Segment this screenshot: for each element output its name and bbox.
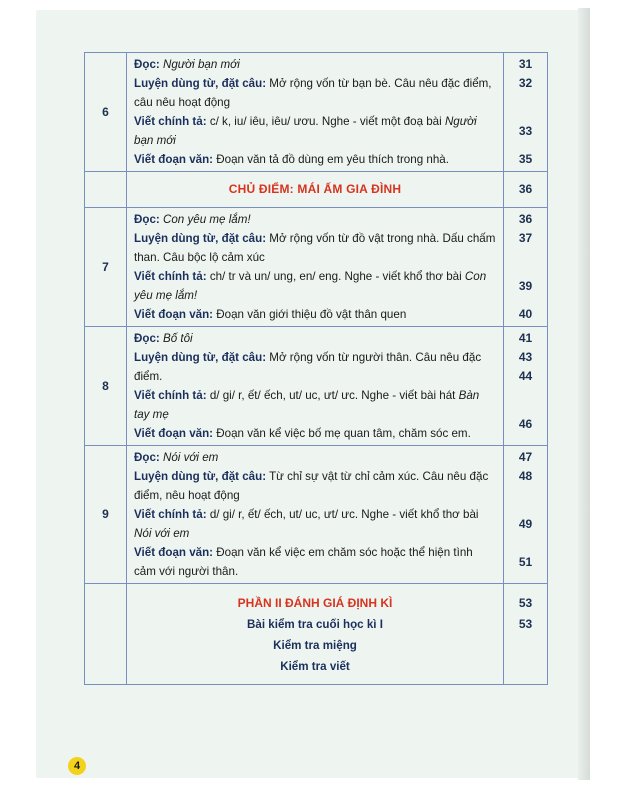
lesson-line: Viết đoạn văn: Đoạn văn kể việc bố mẹ quan tâm, chăm sóc em. <box>134 427 471 440</box>
table-row <box>85 584 548 685</box>
table-row <box>85 53 548 172</box>
lesson-line: Đọc: Người bạn mới <box>134 58 240 71</box>
lesson-list <box>127 327 504 446</box>
page-edge <box>578 8 590 780</box>
assessment-item: Kiểm tra viết <box>280 660 350 673</box>
week-number: 6 <box>85 53 127 172</box>
table-row <box>85 172 548 208</box>
page-ref: 35 <box>518 152 533 166</box>
lesson-line: Đọc: Bố tôi <box>134 332 193 345</box>
theme-heading: CHỦ ĐIỂM: MÁI ẤM GIA ĐÌNH <box>127 172 504 208</box>
page-ref: 53 <box>518 596 533 610</box>
table-row <box>85 327 548 446</box>
page-ref: 46 <box>518 417 533 431</box>
lesson-line: Viết chính tả: c/ k, iu/ iêu, iêu/ ươu. Nghe - viết một đoạ bài Người bạn mới <box>134 115 477 147</box>
page-numbers <box>504 208 548 327</box>
page-ref: 40 <box>518 307 533 321</box>
page-ref: 47 <box>518 450 533 464</box>
page-ref: 39 <box>518 279 533 293</box>
lesson-line: Luyện dùng từ, đặt câu: Mở rộng vốn từ bạn bè. Câu nêu đặc điểm, câu nêu hoạt động <box>134 77 492 109</box>
lesson-line: Viết đoạn văn: Đoạn văn giới thiệu đồ vật thân quen <box>134 308 407 321</box>
part-title: PHẦN II ĐÁNH GIÁ ĐỊNH KÌ <box>237 596 393 610</box>
lesson-line: Luyện dùng từ, đặt câu: Mở rộng vốn từ đồ vật trong nhà. Dấu chấm than. Câu bộc lộ cảm xúc <box>134 232 496 264</box>
lesson-line: Luyện dùng từ, đặt câu: Mở rộng vốn từ người thân. Câu nêu đặc điểm. <box>134 351 482 383</box>
page-number-badge: 4 <box>68 757 86 775</box>
page-ref: 48 <box>518 469 533 483</box>
lesson-list <box>127 446 504 584</box>
lesson-line: Đọc: Nói với em <box>134 451 219 464</box>
lesson-line: Viết đoạn văn: Đoạn văn kể việc em chăm sóc hoặc thể hiện tình cảm với người thân. <box>134 546 473 578</box>
table-row <box>85 446 548 584</box>
lesson-list <box>127 208 504 327</box>
lesson-line: Viết chính tả: ch/ tr và un/ ung, en/ eng. Nghe - viết khổ thơ bài Con yêu mẹ lắm! <box>134 270 487 302</box>
lesson-line: Luyện dùng từ, đặt câu: Từ chỉ sự vật từ chỉ cảm xúc. Câu nêu đặc điểm, nêu hoạt động <box>134 470 489 502</box>
page-ref: 37 <box>518 231 533 245</box>
week-number: 7 <box>85 208 127 327</box>
page-ref: 43 <box>518 350 533 364</box>
table-of-contents <box>84 52 548 685</box>
page-ref: 51 <box>518 555 533 569</box>
page-numbers <box>504 584 548 685</box>
lesson-line: Viết chính tả: d/ gi/ r, ết/ ếch, ut/ uc, ưt/ ưc. Nghe - viết khổ thơ bài Nói với em <box>134 508 479 540</box>
page-ref: 53 <box>518 617 533 631</box>
assessment-item: Kiểm tra miệng <box>273 639 357 652</box>
page-numbers <box>504 53 548 172</box>
page-numbers <box>504 327 548 446</box>
page-ref: 31 <box>518 57 533 71</box>
lesson-line: Đọc: Con yêu mẹ lắm! <box>134 213 251 226</box>
table-row <box>85 208 548 327</box>
page-numbers <box>504 446 548 584</box>
lesson-line: Viết đoạn văn: Đoạn văn tả đồ dùng em yêu thích trong nhà. <box>134 153 449 166</box>
lesson-list <box>127 53 504 172</box>
page-ref: 33 <box>518 124 533 138</box>
page-ref: 36 <box>518 212 533 226</box>
page-ref: 44 <box>518 369 533 383</box>
page-ref: 36 <box>504 172 548 208</box>
assessment-section <box>127 584 504 685</box>
page-ref: 32 <box>518 76 533 90</box>
week-number: 9 <box>85 446 127 584</box>
page-ref: 49 <box>518 517 533 531</box>
week-number: 8 <box>85 327 127 446</box>
assessment-item: Bài kiểm tra cuối học kì I <box>247 618 383 631</box>
page-ref: 41 <box>518 331 533 345</box>
lesson-line: Viết chính tả: d/ gi/ r, ết/ ếch, ut/ uc, ưt/ ưc. Nghe - viết bài hát Bàn tay mẹ <box>134 389 480 421</box>
